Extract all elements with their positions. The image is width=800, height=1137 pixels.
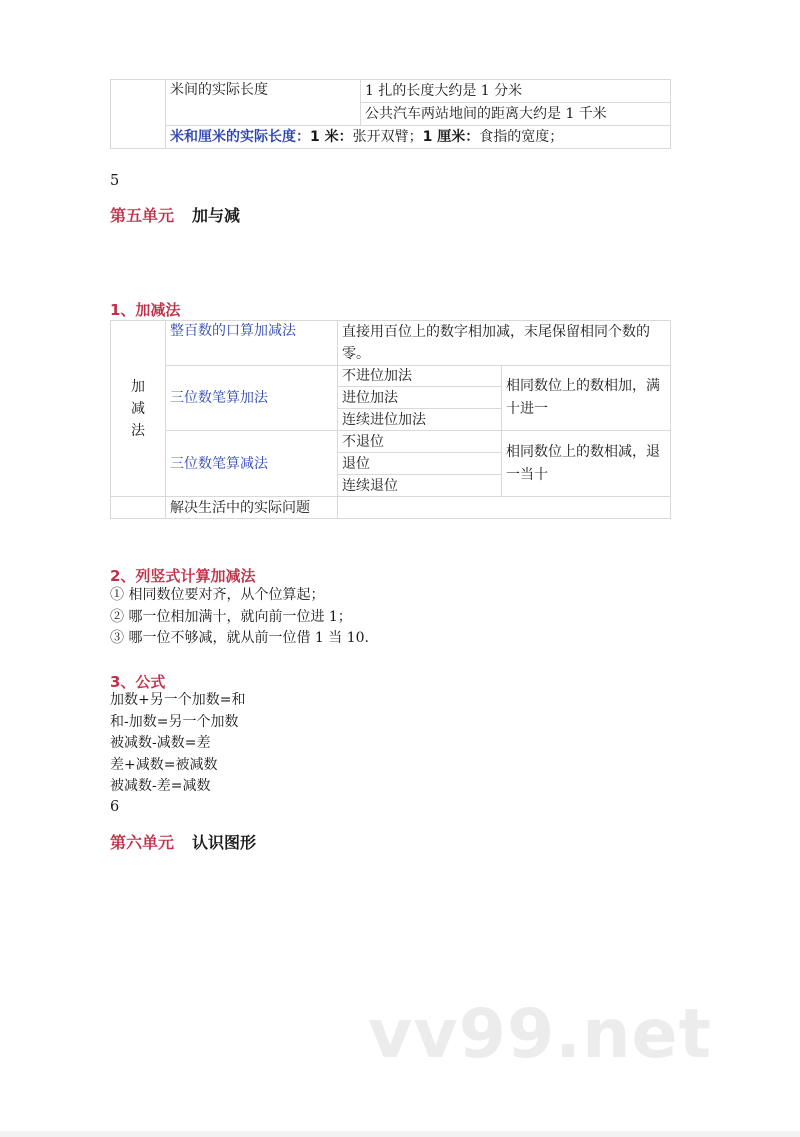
unit-heading <box>110 203 240 226</box>
list-item: 被减数-差=减数 <box>110 778 211 794</box>
summary-cm-label: 1 厘米： <box>422 129 480 145</box>
length-row-1: 1 扎的长度大约是 1 分米 <box>361 80 671 103</box>
row4-empty <box>338 497 671 519</box>
row4-name: 解决生活中的实际问题 <box>166 497 338 519</box>
row3-sub-2: 退位 <box>338 453 502 475</box>
summary-m-text: 张开双臂； <box>352 129 423 145</box>
length-table <box>110 79 671 149</box>
summary-title: 米和厘米的实际长度： <box>170 129 310 145</box>
row2-sub-2: 进位加法 <box>338 387 502 409</box>
row3-sub-1: 不退位 <box>338 431 502 453</box>
section2-list <box>110 585 369 650</box>
unit-title: 加与减 <box>192 206 241 225</box>
length-left-label: 米间的实际长度 <box>166 80 361 126</box>
length-summary <box>166 126 671 149</box>
page-number: 5 <box>110 173 120 189</box>
formula-list <box>110 690 245 798</box>
unit-label: 第六单元 <box>110 833 175 852</box>
list-item: 和-加数=另一个加数 <box>110 713 239 730</box>
list-item: ② 哪一位相加满十，就向前一位进 1； <box>110 608 352 625</box>
section-heading: 1、加减法 <box>110 301 181 319</box>
length-row-2: 公共汽车两站地间的距离大约是 1 千米 <box>361 103 671 126</box>
row1-name: 整百数的口算加减法 <box>166 321 338 366</box>
section-heading: 2、列竖式计算加减法 <box>110 567 256 585</box>
row1-desc: 直接用百位上的数字相加减，末尾保留相同个数的零。 <box>338 321 671 366</box>
left-label-tail <box>111 497 166 519</box>
row2-name: 三位数笔算加法 <box>166 366 338 431</box>
row2-sub-3: 连续进位加法 <box>338 409 502 431</box>
list-item: 加数+另一个加数=和 <box>110 692 246 708</box>
empty-cell <box>111 80 166 149</box>
add-sub-left-label: 加减法 <box>111 321 166 497</box>
list-item: ③ 哪一位不够减，就从前一位借 1 当 10. <box>110 630 369 646</box>
page-bottom-edge <box>0 1131 800 1137</box>
section-heading: 3、公式 <box>110 673 166 691</box>
list-item: ① 相同数位要对齐，从个位算起； <box>110 587 325 603</box>
unit-label: 第五单元 <box>110 206 175 225</box>
unit-heading <box>110 830 256 853</box>
summary-cm-text: 食指的宽度； <box>479 129 564 145</box>
add-sub-table <box>110 320 671 519</box>
unit-title: 认识图形 <box>192 833 257 852</box>
row2-sub-1: 不进位加法 <box>338 366 502 387</box>
page-number: 6 <box>110 799 120 815</box>
watermark: vv99.net <box>368 995 713 1074</box>
row3-desc: 相同数位上的数相减，退一当十 <box>502 431 671 497</box>
summary-m-label: 1 米： <box>310 129 353 145</box>
row3-sub-3: 连续退位 <box>338 475 502 497</box>
list-item: 被减数-减数=差 <box>110 735 211 751</box>
row2-desc: 相同数位上的数相加，满十进一 <box>502 366 671 431</box>
row3-name: 三位数笔算减法 <box>166 431 338 497</box>
list-item: 差+减数=被减数 <box>110 756 218 773</box>
